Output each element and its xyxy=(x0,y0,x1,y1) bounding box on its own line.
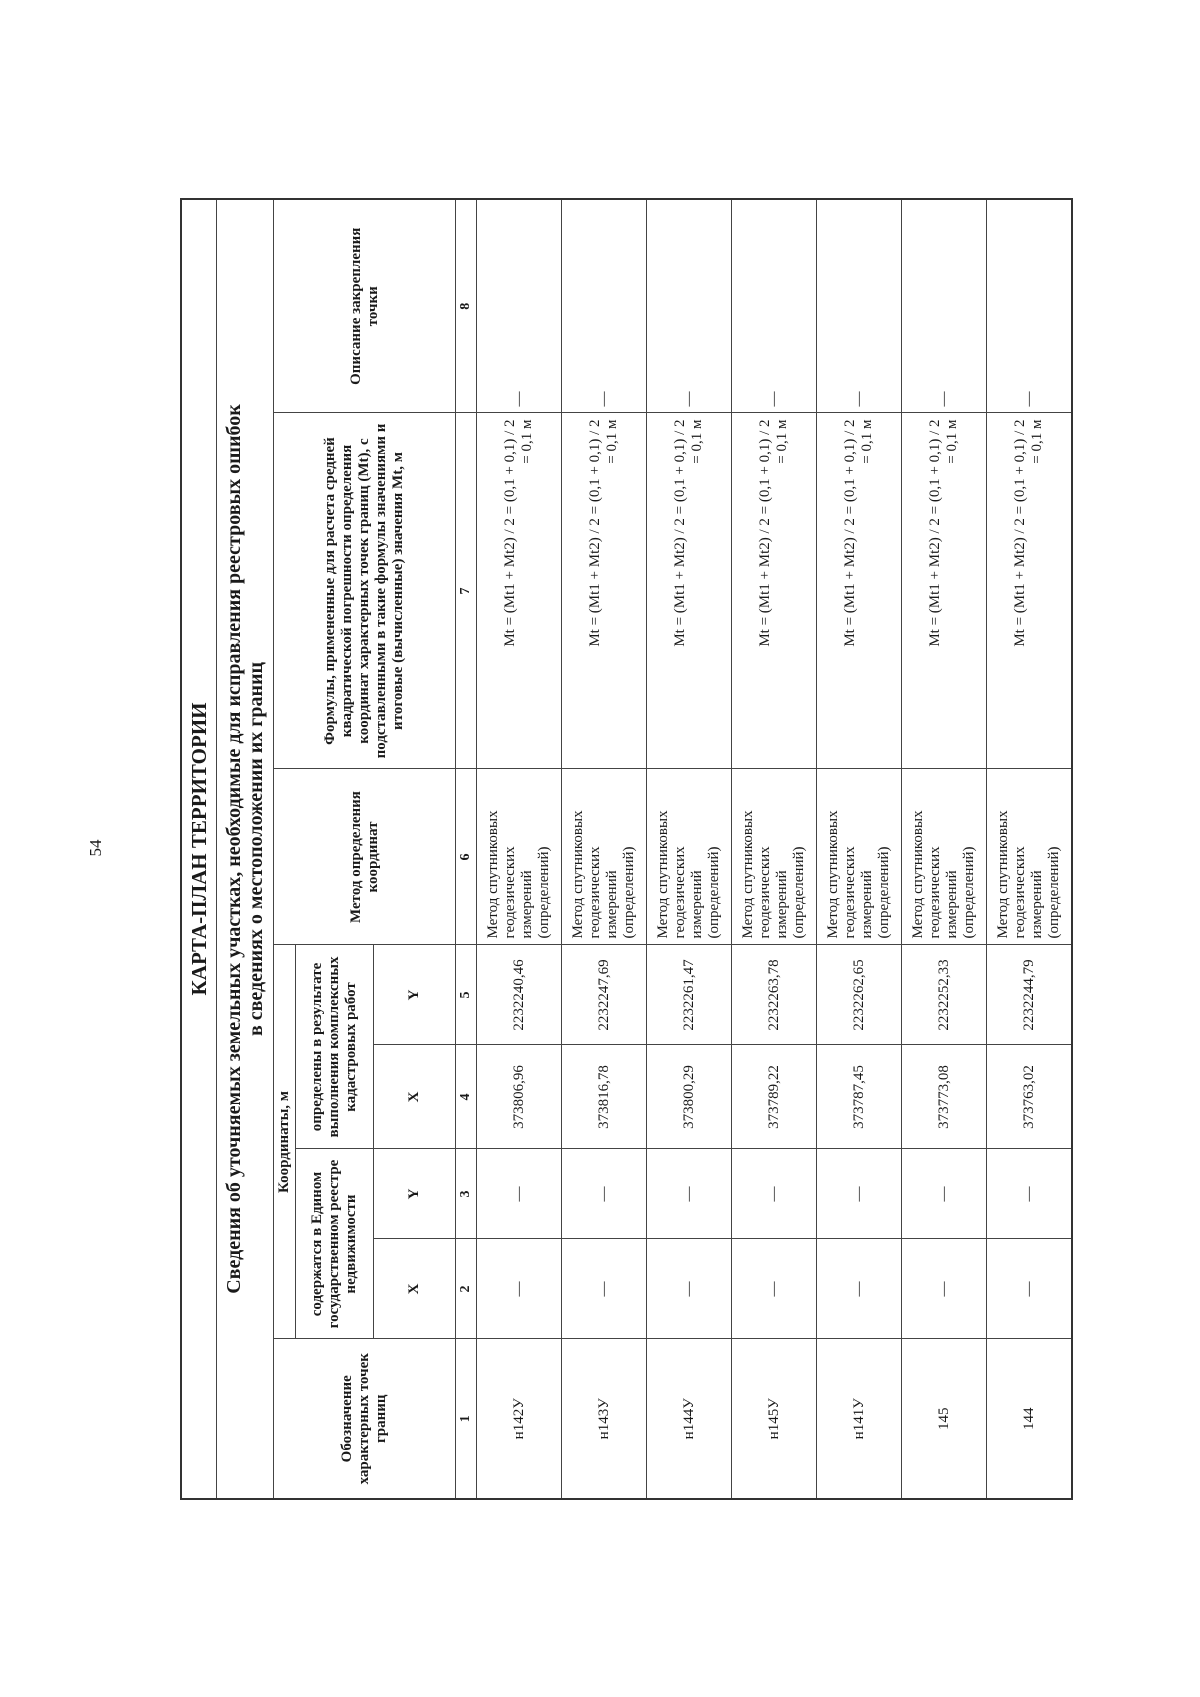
formula-line-2: = 0,1 м xyxy=(604,419,620,464)
subtitle-line-2: в сведениях о местоположении их границ xyxy=(245,661,267,1037)
egrn-y: — xyxy=(477,1149,562,1239)
col-number: 5 xyxy=(456,945,477,1045)
kadastr-y: 2232252,33 xyxy=(902,945,987,1045)
point-description: — xyxy=(987,199,1073,413)
point-description: — xyxy=(477,199,562,413)
formula-line-1: Mt = (Mt1 + Mt2) / 2 = (0,1 + 0,1) / 2 xyxy=(757,419,773,647)
col-number: 4 xyxy=(456,1045,477,1149)
egrn-x: — xyxy=(477,1239,562,1339)
header-point: Обозначение характерных точек границ xyxy=(274,1339,456,1499)
egrn-y: — xyxy=(647,1149,732,1239)
formula xyxy=(732,413,817,769)
kadastr-y: 2232261,47 xyxy=(647,945,732,1045)
point-designation: 145 xyxy=(902,1339,987,1499)
kadastr-y: 2232262,65 xyxy=(817,945,902,1045)
header-description: Описание закрепления точки xyxy=(274,199,456,413)
kadastr-x: 373789,22 xyxy=(732,1045,817,1149)
subtitle-line-1: Сведения об уточняемых земельных участках, необходимые для исправления реестровых ошибок xyxy=(223,404,245,1294)
table-row xyxy=(817,199,902,1499)
formula xyxy=(817,413,902,769)
col-number: 6 xyxy=(456,769,477,945)
header-coordinates: Координаты, м xyxy=(274,945,296,1339)
egrn-x: — xyxy=(562,1239,647,1339)
header-egrn-y: Y xyxy=(374,1149,456,1239)
header-kadastr-x: X xyxy=(374,1045,456,1149)
egrn-x: — xyxy=(817,1239,902,1339)
header-egrn-x: X xyxy=(374,1239,456,1339)
col-number: 1 xyxy=(456,1339,477,1499)
document-subtitle xyxy=(217,199,274,1499)
formula xyxy=(987,413,1073,769)
rotated-table-container xyxy=(180,200,1062,1500)
kadastr-x: 373800,29 xyxy=(647,1045,732,1149)
table-row xyxy=(562,199,647,1499)
formula-line-1: Mt = (Mt1 + Mt2) / 2 = (0,1 + 0,1) / 2 xyxy=(842,419,858,647)
method: Метод спутниковых геодезических измерений (определений) xyxy=(647,769,732,945)
formula-line-2: = 0,1 м xyxy=(859,419,875,464)
col-number: 7 xyxy=(456,413,477,769)
header-method: Метод определения координат xyxy=(274,769,456,945)
point-description: — xyxy=(647,199,732,413)
table-row xyxy=(477,199,562,1499)
kadastr-y: 2232244,79 xyxy=(987,945,1073,1045)
kadastr-x: 373773,08 xyxy=(902,1045,987,1149)
egrn-y: — xyxy=(902,1149,987,1239)
kadastr-y: 2232247,69 xyxy=(562,945,647,1045)
point-description: — xyxy=(732,199,817,413)
formula xyxy=(647,413,732,769)
egrn-y: — xyxy=(562,1149,647,1239)
col-number: 2 xyxy=(456,1239,477,1339)
kadastr-x: 373787,45 xyxy=(817,1045,902,1149)
formula-line-1: Mt = (Mt1 + Mt2) / 2 = (0,1 + 0,1) / 2 xyxy=(587,419,603,647)
point-description: — xyxy=(902,199,987,413)
table-row xyxy=(732,199,817,1499)
formula-line-2: = 0,1 м xyxy=(519,419,535,464)
document-title: КАРТА-ПЛАН ТЕРРИТОРИИ xyxy=(181,199,217,1499)
formula xyxy=(902,413,987,769)
formula-line-1: Mt = (Mt1 + Mt2) / 2 = (0,1 + 0,1) / 2 xyxy=(502,419,518,647)
kadastr-y: 2232263,78 xyxy=(732,945,817,1045)
point-description: — xyxy=(817,199,902,413)
method: Метод спутниковых геодезических измерений (определений) xyxy=(732,769,817,945)
table-body xyxy=(477,199,1073,1499)
kadastr-x: 373763,02 xyxy=(987,1045,1073,1149)
table-row xyxy=(647,199,732,1499)
col-number: 8 xyxy=(456,199,477,413)
formula-line-1: Mt = (Mt1 + Mt2) / 2 = (0,1 + 0,1) / 2 xyxy=(1012,419,1028,647)
table-row xyxy=(987,199,1073,1499)
egrn-y: — xyxy=(817,1149,902,1239)
header-egrn: содержатся в Едином государственном реестре недвижимости xyxy=(296,1149,374,1339)
point-designation: н142У xyxy=(477,1339,562,1499)
method: Метод спутниковых геодезических измерений (определений) xyxy=(817,769,902,945)
egrn-x: — xyxy=(647,1239,732,1339)
boundary-points-table xyxy=(180,198,1073,1500)
point-designation: 144 xyxy=(987,1339,1073,1499)
point-designation: н145У xyxy=(732,1339,817,1499)
kadastr-y: 2232240,46 xyxy=(477,945,562,1045)
kadastr-x: 373816,78 xyxy=(562,1045,647,1149)
header-kadastr: определены в результате выполнения комплексных кадастровых работ xyxy=(296,945,374,1149)
formula xyxy=(562,413,647,769)
kadastr-x: 373806,96 xyxy=(477,1045,562,1149)
formula-line-1: Mt = (Mt1 + Mt2) / 2 = (0,1 + 0,1) / 2 xyxy=(672,419,688,647)
formula-line-2: = 0,1 м xyxy=(944,419,960,464)
method: Метод спутниковых геодезических измерений (определений) xyxy=(902,769,987,945)
formula-line-1: Mt = (Mt1 + Mt2) / 2 = (0,1 + 0,1) / 2 xyxy=(927,419,943,647)
table-row xyxy=(902,199,987,1499)
point-designation: н144У xyxy=(647,1339,732,1499)
page-number: 54 xyxy=(86,839,105,857)
point-designation: н143У xyxy=(562,1339,647,1499)
egrn-y: — xyxy=(987,1149,1073,1239)
egrn-y: — xyxy=(732,1149,817,1239)
method: Метод спутниковых геодезических измерений (определений) xyxy=(562,769,647,945)
header-kadastr-y: Y xyxy=(374,945,456,1045)
egrn-x: — xyxy=(902,1239,987,1339)
formula-line-2: = 0,1 м xyxy=(689,419,705,464)
formula xyxy=(477,413,562,769)
formula-line-2: = 0,1 м xyxy=(1029,419,1045,464)
point-description: — xyxy=(562,199,647,413)
column-numbers-row xyxy=(456,199,477,1499)
method: Метод спутниковых геодезических измерений (определений) xyxy=(477,769,562,945)
method: Метод спутниковых геодезических измерений (определений) xyxy=(987,769,1073,945)
egrn-x: — xyxy=(732,1239,817,1339)
point-designation: н141У xyxy=(817,1339,902,1499)
formula-line-2: = 0,1 м xyxy=(774,419,790,464)
header-formula: Формулы, примененные для расчета средней квадратической погрешности определения координат характерных точек границ (Mt), с подставленными в такие формулы значениями и итоговые (вычисленные) значения Mt, м xyxy=(274,413,456,769)
egrn-x: — xyxy=(987,1239,1073,1339)
col-number: 3 xyxy=(456,1149,477,1239)
